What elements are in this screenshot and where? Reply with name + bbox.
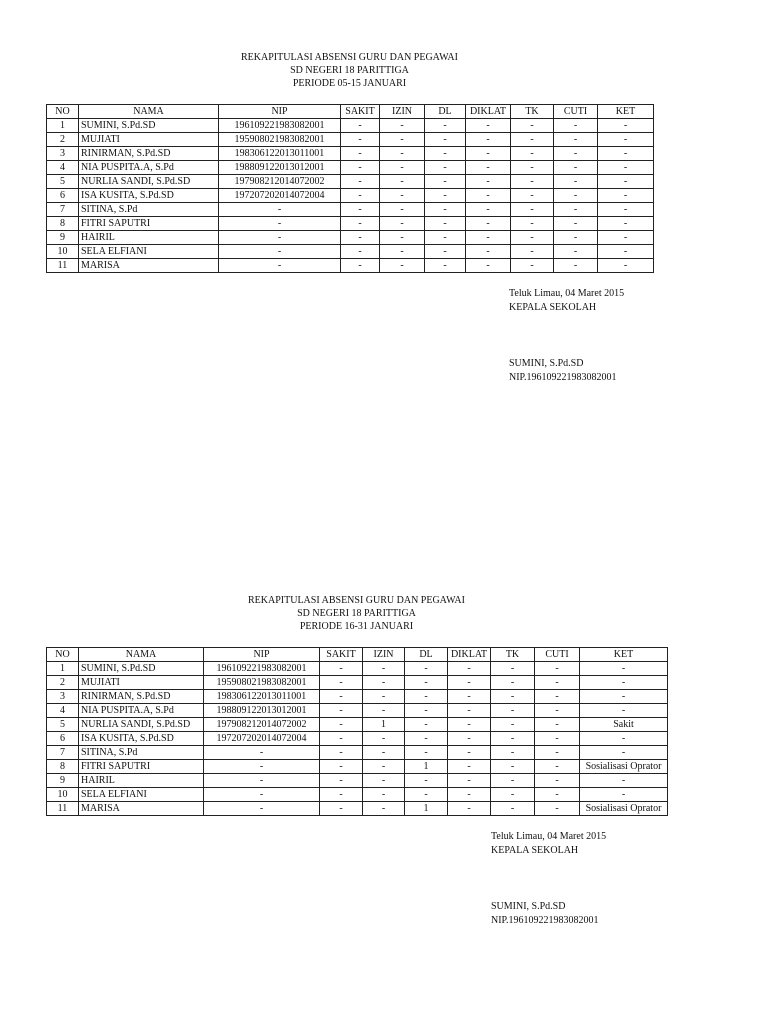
cell-diklat: - <box>466 203 511 217</box>
cell-sakit: - <box>341 217 380 231</box>
header-cell-dl: DL <box>405 648 448 662</box>
cell-cuti: - <box>554 175 598 189</box>
cell-no: 8 <box>47 760 79 774</box>
cell-dl: - <box>405 690 448 704</box>
cell-no: 1 <box>47 119 79 133</box>
cell-no: 10 <box>47 245 79 259</box>
cell-no: 4 <box>47 161 79 175</box>
cell-izin: - <box>363 760 405 774</box>
cell-nama: MUJIATI <box>79 676 204 690</box>
cell-cuti: - <box>535 774 580 788</box>
cell-no: 9 <box>47 231 79 245</box>
cell-sakit: - <box>341 161 380 175</box>
cell-dl: - <box>425 259 466 273</box>
cell-sakit: - <box>320 746 363 760</box>
cell-nip: - <box>204 788 320 802</box>
cell-diklat: - <box>466 119 511 133</box>
report-2-signer-nip: NIP.196109221983082001 <box>491 915 599 926</box>
cell-diklat: - <box>466 231 511 245</box>
cell-ket: - <box>598 161 654 175</box>
cell-sakit: - <box>341 175 380 189</box>
cell-sakit: - <box>341 245 380 259</box>
cell-diklat: - <box>466 133 511 147</box>
cell-izin: - <box>363 690 405 704</box>
cell-cuti: - <box>554 119 598 133</box>
cell-nama: ISA KUSITA, S.Pd.SD <box>79 732 204 746</box>
cell-cuti: - <box>535 788 580 802</box>
cell-no: 7 <box>47 203 79 217</box>
cell-dl: - <box>405 788 448 802</box>
cell-nip: - <box>204 746 320 760</box>
cell-izin: - <box>380 175 425 189</box>
cell-tk: - <box>491 732 535 746</box>
cell-diklat: - <box>448 746 491 760</box>
table-row <box>47 746 668 760</box>
cell-ket: - <box>580 746 668 760</box>
header-cell-ket: KET <box>580 648 668 662</box>
report-1-title-line-2: SD NEGERI 18 PARITTIGA <box>290 65 409 76</box>
cell-no: 9 <box>47 774 79 788</box>
cell-no: 2 <box>47 676 79 690</box>
header-cell-nip: NIP <box>204 648 320 662</box>
cell-sakit: - <box>320 662 363 676</box>
cell-no: 11 <box>47 802 79 816</box>
cell-sakit: - <box>320 788 363 802</box>
header-cell-ket: KET <box>598 105 654 119</box>
cell-sakit: - <box>320 774 363 788</box>
cell-dl: - <box>425 119 466 133</box>
report-2-title-line-2: SD NEGERI 18 PARITTIGA <box>297 608 416 619</box>
cell-nama: HAIRIL <box>79 774 204 788</box>
table-row <box>47 662 668 676</box>
cell-nama: SITINA, S.Pd <box>79 203 219 217</box>
cell-cuti: - <box>554 203 598 217</box>
cell-tk: - <box>511 175 554 189</box>
report-2-signature <box>491 830 606 928</box>
cell-sakit: - <box>341 189 380 203</box>
cell-izin: - <box>380 119 425 133</box>
table-row <box>47 203 654 217</box>
report-2-signer-role: KEPALA SEKOLAH <box>491 845 579 856</box>
header-cell-sakit: SAKIT <box>341 105 380 119</box>
cell-diklat: - <box>466 147 511 161</box>
cell-ket: - <box>598 119 654 133</box>
table-row <box>47 231 654 245</box>
cell-dl: - <box>405 718 448 732</box>
report-1-place-date: Teluk Limau, 04 Maret 2015 <box>509 288 625 299</box>
cell-diklat: - <box>448 704 491 718</box>
table-row <box>47 788 668 802</box>
cell-ket: - <box>580 662 668 676</box>
cell-tk: - <box>491 676 535 690</box>
cell-nip: - <box>204 774 320 788</box>
cell-nama: NURLIA SANDI, S.Pd.SD <box>79 175 219 189</box>
cell-cuti: - <box>554 147 598 161</box>
cell-ket: - <box>598 189 654 203</box>
cell-nip: 197908212014072002 <box>204 718 320 732</box>
report-1-table-body <box>47 119 654 273</box>
report-2-signature-space <box>491 858 606 900</box>
cell-ket: Sosialisasi Oprator <box>580 802 668 816</box>
cell-izin: - <box>363 662 405 676</box>
cell-nama: MARISA <box>79 802 204 816</box>
cell-izin: - <box>380 245 425 259</box>
cell-sakit: - <box>341 231 380 245</box>
table-row <box>47 217 654 231</box>
cell-cuti: - <box>535 760 580 774</box>
cell-izin: - <box>380 189 425 203</box>
cell-diklat: - <box>448 732 491 746</box>
cell-no: 4 <box>47 704 79 718</box>
cell-cuti: - <box>554 245 598 259</box>
cell-nama: HAIRIL <box>79 231 219 245</box>
cell-dl: - <box>425 189 466 203</box>
cell-sakit: - <box>320 690 363 704</box>
cell-nama: MUJIATI <box>79 133 219 147</box>
cell-ket: - <box>598 217 654 231</box>
table-row <box>47 760 668 774</box>
cell-dl: - <box>405 746 448 760</box>
cell-tk: - <box>491 704 535 718</box>
cell-no: 7 <box>47 746 79 760</box>
cell-izin: - <box>380 161 425 175</box>
cell-nip: 197908212014072002 <box>219 175 341 189</box>
cell-no: 8 <box>47 217 79 231</box>
cell-izin: - <box>380 231 425 245</box>
cell-izin: - <box>363 746 405 760</box>
table-row <box>47 732 668 746</box>
cell-tk: - <box>491 718 535 732</box>
cell-sakit: - <box>320 718 363 732</box>
report-2-title-line-1: REKAPITULASI ABSENSI GURU DAN PEGAWAI <box>248 595 465 606</box>
cell-nama: NURLIA SANDI, S.Pd.SD <box>79 718 204 732</box>
cell-diklat: - <box>466 189 511 203</box>
cell-no: 5 <box>47 718 79 732</box>
cell-izin: - <box>363 732 405 746</box>
report-1-signature-space <box>509 315 624 357</box>
cell-sakit: - <box>341 203 380 217</box>
header-cell-tk: TK <box>511 105 554 119</box>
cell-nip: 196109221983082001 <box>204 662 320 676</box>
cell-tk: - <box>511 133 554 147</box>
cell-diklat: - <box>448 760 491 774</box>
cell-sakit: - <box>341 133 380 147</box>
cell-nip: 195908021983082001 <box>204 676 320 690</box>
cell-dl: - <box>405 676 448 690</box>
cell-tk: - <box>511 245 554 259</box>
cell-diklat: - <box>448 774 491 788</box>
cell-diklat: - <box>448 718 491 732</box>
table-row <box>47 690 668 704</box>
cell-cuti: - <box>535 704 580 718</box>
cell-nip: 197207202014072004 <box>204 732 320 746</box>
cell-cuti: - <box>535 802 580 816</box>
table-row <box>47 147 654 161</box>
cell-izin: - <box>380 147 425 161</box>
table-row <box>47 189 654 203</box>
header-cell-cuti: CUTI <box>554 105 598 119</box>
cell-izin: - <box>380 203 425 217</box>
cell-sakit: - <box>320 676 363 690</box>
cell-sakit: - <box>320 802 363 816</box>
cell-izin: - <box>363 774 405 788</box>
cell-diklat: - <box>448 690 491 704</box>
cell-no: 3 <box>47 147 79 161</box>
report-1-signer-nip: NIP.196109221983082001 <box>509 372 617 383</box>
cell-izin: - <box>380 217 425 231</box>
header-cell-no: NO <box>47 648 79 662</box>
header-cell-cuti: CUTI <box>535 648 580 662</box>
cell-sakit: - <box>341 119 380 133</box>
cell-diklat: - <box>466 161 511 175</box>
cell-dl: - <box>405 732 448 746</box>
cell-ket: Sosialisasi Oprator <box>580 760 668 774</box>
report-2-table-wrap <box>46 647 668 816</box>
cell-izin: - <box>363 788 405 802</box>
cell-tk: - <box>511 259 554 273</box>
table-row <box>47 704 668 718</box>
cell-nip: - <box>219 203 341 217</box>
cell-nip: 196109221983082001 <box>219 119 341 133</box>
cell-dl: - <box>405 704 448 718</box>
cell-diklat: - <box>448 676 491 690</box>
report-2-attendance-table <box>46 647 668 816</box>
table-row <box>47 718 668 732</box>
cell-cuti: - <box>535 718 580 732</box>
cell-dl: - <box>425 245 466 259</box>
cell-nip: - <box>219 231 341 245</box>
report-2-place-date: Teluk Limau, 04 Maret 2015 <box>491 831 607 842</box>
cell-ket: - <box>598 203 654 217</box>
cell-nama: NIA PUSPITA.A, S.Pd <box>79 704 204 718</box>
report-1-title-line-3: PERIODE 05-15 JANUARI <box>292 78 407 89</box>
cell-nip: - <box>219 259 341 273</box>
cell-cuti: - <box>535 746 580 760</box>
cell-tk: - <box>491 788 535 802</box>
report-2-title <box>46 594 667 633</box>
report-1-title-line-1: REKAPITULASI ABSENSI GURU DAN PEGAWAI <box>241 52 458 63</box>
cell-cuti: - <box>554 217 598 231</box>
cell-nama: FITRI SAPUTRI <box>79 217 219 231</box>
report-2-table-body <box>47 662 668 816</box>
cell-sakit: - <box>320 704 363 718</box>
header-cell-nama: NAMA <box>79 105 219 119</box>
header-cell-diklat: DIKLAT <box>448 648 491 662</box>
cell-diklat: - <box>466 259 511 273</box>
cell-no: 1 <box>47 662 79 676</box>
cell-nama: MARISA <box>79 259 219 273</box>
cell-nama: SELA ELFIANI <box>79 245 219 259</box>
cell-nip: 198306122013011001 <box>219 147 341 161</box>
cell-no: 2 <box>47 133 79 147</box>
cell-nama: SUMINI, S.Pd.SD <box>79 662 204 676</box>
cell-nama: NIA PUSPITA.A, S.Pd <box>79 161 219 175</box>
cell-tk: - <box>511 119 554 133</box>
report-2-signer-name: SUMINI, S.Pd.SD <box>491 901 566 912</box>
cell-sakit: - <box>341 147 380 161</box>
cell-nama: SITINA, S.Pd <box>79 746 204 760</box>
cell-dl: - <box>425 133 466 147</box>
cell-cuti: - <box>535 732 580 746</box>
cell-dl: - <box>405 774 448 788</box>
cell-no: 11 <box>47 259 79 273</box>
cell-cuti: - <box>554 133 598 147</box>
header-cell-dl: DL <box>425 105 466 119</box>
cell-no: 3 <box>47 690 79 704</box>
cell-cuti: - <box>554 259 598 273</box>
cell-ket: - <box>580 732 668 746</box>
cell-sakit: - <box>320 732 363 746</box>
cell-cuti: - <box>535 676 580 690</box>
cell-nip: 195908021983082001 <box>219 133 341 147</box>
cell-diklat: - <box>448 802 491 816</box>
cell-no: 6 <box>47 189 79 203</box>
cell-tk: - <box>491 802 535 816</box>
cell-nip: 198809122013012001 <box>204 704 320 718</box>
cell-dl: - <box>425 147 466 161</box>
cell-izin: - <box>380 259 425 273</box>
header-cell-tk: TK <box>491 648 535 662</box>
cell-nip: - <box>204 802 320 816</box>
cell-tk: - <box>491 690 535 704</box>
cell-cuti: - <box>535 690 580 704</box>
table-row <box>47 802 668 816</box>
cell-tk: - <box>491 746 535 760</box>
header-cell-izin: IZIN <box>363 648 405 662</box>
cell-izin: - <box>363 802 405 816</box>
table-row <box>47 175 654 189</box>
header-cell-no: NO <box>47 105 79 119</box>
table-row <box>47 245 654 259</box>
cell-ket: - <box>580 690 668 704</box>
cell-ket: - <box>580 774 668 788</box>
report-1-table-wrap <box>46 104 654 273</box>
cell-sakit: - <box>320 760 363 774</box>
cell-izin: - <box>380 133 425 147</box>
cell-tk: - <box>491 760 535 774</box>
cell-diklat: - <box>466 175 511 189</box>
cell-ket: - <box>598 231 654 245</box>
cell-nip: 198809122013012001 <box>219 161 341 175</box>
report-1-attendance-table <box>46 104 654 273</box>
report-1-signer-name: SUMINI, S.Pd.SD <box>509 358 584 369</box>
cell-no: 6 <box>47 732 79 746</box>
cell-sakit: - <box>341 259 380 273</box>
header-cell-nama: NAMA <box>79 648 204 662</box>
cell-ket: - <box>598 245 654 259</box>
cell-nip: - <box>219 245 341 259</box>
cell-diklat: - <box>448 662 491 676</box>
cell-cuti: - <box>554 161 598 175</box>
header-cell-nip: NIP <box>219 105 341 119</box>
cell-dl: - <box>425 203 466 217</box>
cell-no: 10 <box>47 788 79 802</box>
cell-ket: - <box>580 788 668 802</box>
cell-tk: - <box>511 203 554 217</box>
cell-nip: 198306122013011001 <box>204 690 320 704</box>
cell-izin: 1 <box>363 718 405 732</box>
report-1-header-row <box>47 105 654 119</box>
cell-diklat: - <box>448 788 491 802</box>
cell-tk: - <box>511 217 554 231</box>
cell-nip: - <box>219 217 341 231</box>
header-cell-izin: IZIN <box>380 105 425 119</box>
cell-dl: - <box>425 217 466 231</box>
report-1-title <box>46 51 653 90</box>
cell-ket: - <box>598 259 654 273</box>
cell-no: 5 <box>47 175 79 189</box>
cell-tk: - <box>491 774 535 788</box>
header-cell-sakit: SAKIT <box>320 648 363 662</box>
cell-nama: SUMINI, S.Pd.SD <box>79 119 219 133</box>
cell-tk: - <box>511 189 554 203</box>
cell-ket: - <box>598 133 654 147</box>
cell-nip: - <box>204 760 320 774</box>
cell-nama: ISA KUSITA, S.Pd.SD <box>79 189 219 203</box>
cell-nama: RINIRMAN, S.Pd.SD <box>79 147 219 161</box>
cell-dl: - <box>425 231 466 245</box>
cell-izin: - <box>363 704 405 718</box>
cell-diklat: - <box>466 217 511 231</box>
cell-ket: - <box>580 704 668 718</box>
cell-cuti: - <box>535 662 580 676</box>
report-2-title-line-3: PERIODE 16-31 JANUARI <box>299 621 414 632</box>
cell-ket: - <box>580 676 668 690</box>
cell-tk: - <box>511 161 554 175</box>
cell-dl: - <box>405 662 448 676</box>
report-1-signature <box>509 287 624 385</box>
cell-cuti: - <box>554 231 598 245</box>
cell-nama: SELA ELFIANI <box>79 788 204 802</box>
cell-ket: Sakit <box>580 718 668 732</box>
table-row <box>47 119 654 133</box>
table-row <box>47 133 654 147</box>
cell-ket: - <box>598 147 654 161</box>
cell-dl: 1 <box>405 802 448 816</box>
table-row <box>47 259 654 273</box>
cell-diklat: - <box>466 245 511 259</box>
cell-nama: FITRI SAPUTRI <box>79 760 204 774</box>
cell-izin: - <box>363 676 405 690</box>
table-row <box>47 774 668 788</box>
report-1-signer-role: KEPALA SEKOLAH <box>509 302 597 313</box>
cell-dl: 1 <box>405 760 448 774</box>
cell-ket: - <box>598 175 654 189</box>
table-row <box>47 161 654 175</box>
cell-nama: RINIRMAN, S.Pd.SD <box>79 690 204 704</box>
cell-cuti: - <box>554 189 598 203</box>
cell-tk: - <box>491 662 535 676</box>
report-2-header-row <box>47 648 668 662</box>
cell-tk: - <box>511 231 554 245</box>
cell-dl: - <box>425 161 466 175</box>
cell-nip: 197207202014072004 <box>219 189 341 203</box>
cell-tk: - <box>511 147 554 161</box>
table-row <box>47 676 668 690</box>
cell-dl: - <box>425 175 466 189</box>
header-cell-diklat: DIKLAT <box>466 105 511 119</box>
